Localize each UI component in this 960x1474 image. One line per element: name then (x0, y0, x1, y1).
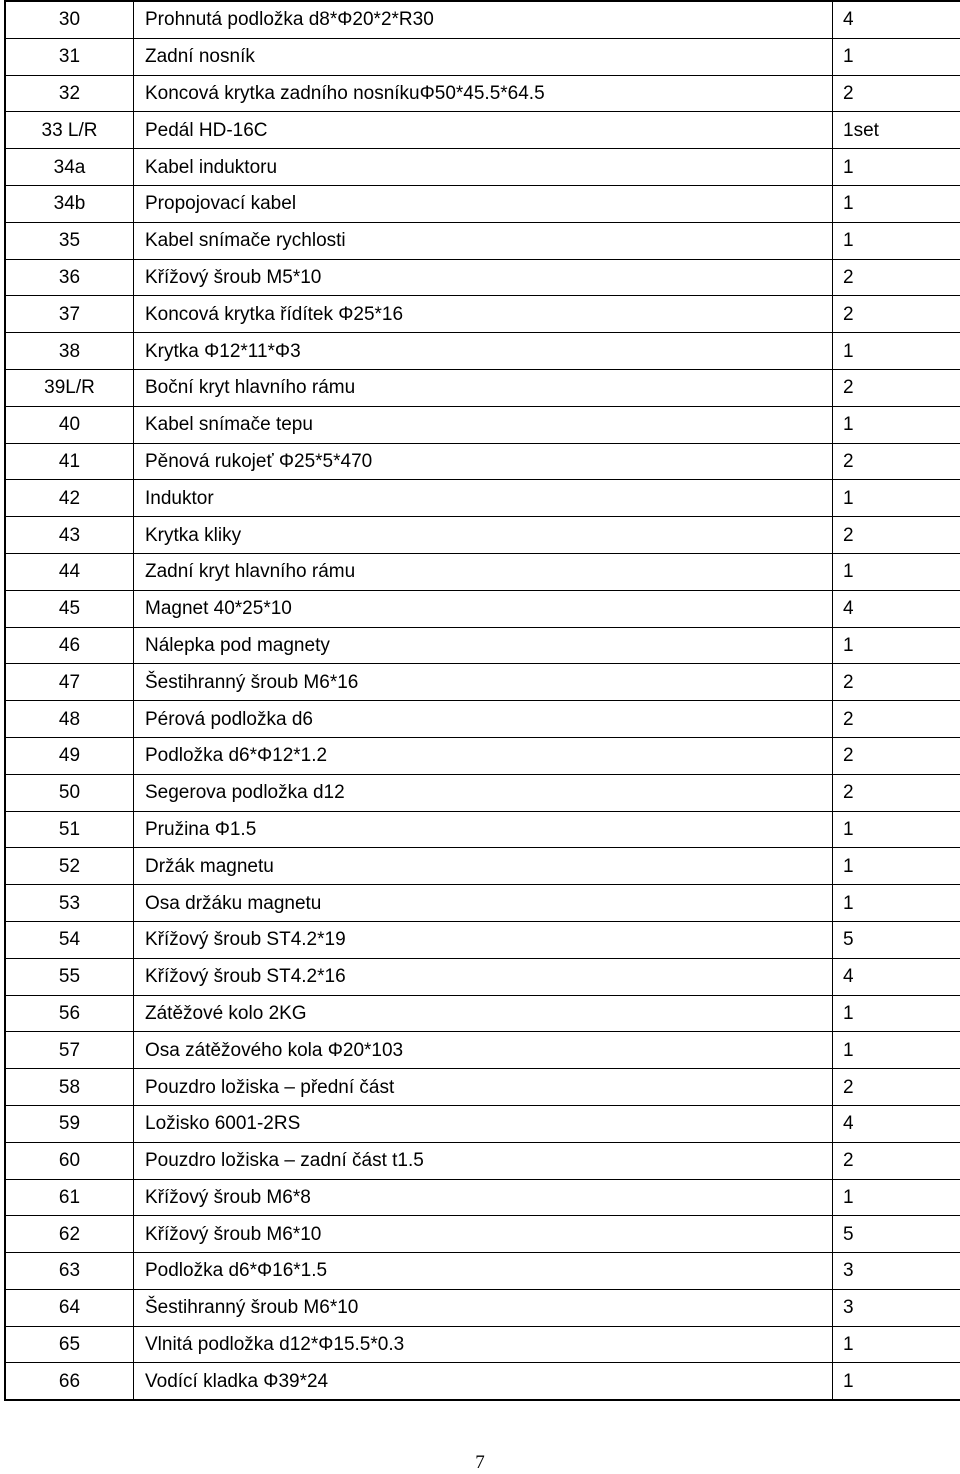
quantity-cell: 1 (833, 222, 960, 259)
part-number-cell: 38 (5, 333, 134, 370)
table-row (5, 1032, 960, 1069)
quantity-cell: 2 (833, 701, 960, 738)
quantity-cell: 2 (833, 1069, 960, 1106)
table-row (5, 627, 960, 664)
table-row (5, 958, 960, 995)
quantity-cell: 2 (833, 1142, 960, 1179)
parts-table-body (5, 1, 960, 1400)
part-name-cell: Vlnitá podložka d12*Φ15.5*0.3 (134, 1326, 833, 1363)
part-name-cell: Osa držáku magnetu (134, 885, 833, 922)
part-number-cell: 30 (5, 1, 134, 38)
part-name-cell: Prohnutá podložka d8*Φ20*2*R30 (134, 1, 833, 38)
part-name-cell: Propojovací kabel (134, 185, 833, 222)
quantity-cell: 1 (833, 995, 960, 1032)
part-number-cell: 52 (5, 848, 134, 885)
part-number-cell: 42 (5, 480, 134, 517)
part-name-cell: Koncová krytka zadního nosníkuΦ50*45.5*64.5 (134, 75, 833, 112)
quantity-cell: 1 (833, 885, 960, 922)
parts-table (4, 0, 960, 1401)
table-row (5, 185, 960, 222)
quantity-cell: 1 (833, 1363, 960, 1400)
part-number-cell: 61 (5, 1179, 134, 1216)
part-name-cell: Podložka d6*Φ16*1.5 (134, 1253, 833, 1290)
quantity-cell: 2 (833, 75, 960, 112)
table-row (5, 259, 960, 296)
part-number-cell: 58 (5, 1069, 134, 1106)
part-number-cell: 63 (5, 1253, 134, 1290)
quantity-cell: 1 (833, 333, 960, 370)
table-row (5, 664, 960, 701)
table-row (5, 1, 960, 38)
part-name-cell: Pěnová rukojeť Φ25*5*470 (134, 443, 833, 480)
table-row (5, 1253, 960, 1290)
part-number-cell: 55 (5, 958, 134, 995)
part-name-cell: Krytka Φ12*11*Φ3 (134, 333, 833, 370)
part-number-cell: 53 (5, 885, 134, 922)
part-number-cell: 34a (5, 149, 134, 186)
quantity-cell: 1 (833, 553, 960, 590)
table-row (5, 774, 960, 811)
part-name-cell: Zadní kryt hlavního rámu (134, 553, 833, 590)
quantity-cell: 2 (833, 369, 960, 406)
quantity-cell: 2 (833, 517, 960, 554)
table-row (5, 1289, 960, 1326)
part-number-cell: 60 (5, 1142, 134, 1179)
table-row (5, 1216, 960, 1253)
quantity-cell: 1 (833, 38, 960, 75)
table-row (5, 553, 960, 590)
table-row (5, 590, 960, 627)
quantity-cell: 1set (833, 112, 960, 149)
table-row (5, 701, 960, 738)
quantity-cell: 1 (833, 1179, 960, 1216)
part-name-cell: Šestihranný šroub M6*10 (134, 1289, 833, 1326)
part-number-cell: 46 (5, 627, 134, 664)
part-number-cell: 66 (5, 1363, 134, 1400)
part-number-cell: 59 (5, 1105, 134, 1142)
table-row (5, 1326, 960, 1363)
part-name-cell: Magnet 40*25*10 (134, 590, 833, 627)
part-number-cell: 57 (5, 1032, 134, 1069)
part-name-cell: Kabel snímače rychlosti (134, 222, 833, 259)
table-row (5, 1179, 960, 1216)
part-name-cell: Kabel snímače tepu (134, 406, 833, 443)
quantity-cell: 1 (833, 406, 960, 443)
part-number-cell: 51 (5, 811, 134, 848)
table-row (5, 1363, 960, 1400)
quantity-cell: 2 (833, 664, 960, 701)
part-name-cell: Držák magnetu (134, 848, 833, 885)
part-number-cell: 36 (5, 259, 134, 296)
part-number-cell: 62 (5, 1216, 134, 1253)
table-row (5, 848, 960, 885)
quantity-cell: 2 (833, 296, 960, 333)
quantity-cell: 3 (833, 1253, 960, 1290)
part-name-cell: Koncová krytka řídítek Φ25*16 (134, 296, 833, 333)
table-row (5, 480, 960, 517)
part-name-cell: Vodící kladka Φ39*24 (134, 1363, 833, 1400)
quantity-cell: 1 (833, 1032, 960, 1069)
table-row (5, 296, 960, 333)
table-row (5, 1105, 960, 1142)
quantity-cell: 4 (833, 590, 960, 627)
quantity-cell: 1 (833, 811, 960, 848)
part-name-cell: Křížový šroub ST4.2*16 (134, 958, 833, 995)
part-name-cell: Krytka kliky (134, 517, 833, 554)
quantity-cell: 5 (833, 1216, 960, 1253)
part-name-cell: Induktor (134, 480, 833, 517)
part-number-cell: 48 (5, 701, 134, 738)
part-name-cell: Pouzdro ložiska – přední část (134, 1069, 833, 1106)
part-number-cell: 43 (5, 517, 134, 554)
part-name-cell: Pouzdro ložiska – zadní část t1.5 (134, 1142, 833, 1179)
part-number-cell: 32 (5, 75, 134, 112)
quantity-cell: 1 (833, 848, 960, 885)
part-number-cell: 45 (5, 590, 134, 627)
part-number-cell: 34b (5, 185, 134, 222)
table-row (5, 517, 960, 554)
quantity-cell: 5 (833, 921, 960, 958)
table-row (5, 1142, 960, 1179)
table-row (5, 885, 960, 922)
table-row (5, 443, 960, 480)
table-row (5, 406, 960, 443)
quantity-cell: 2 (833, 443, 960, 480)
part-number-cell: 33 L/R (5, 112, 134, 149)
quantity-cell: 4 (833, 958, 960, 995)
part-number-cell: 35 (5, 222, 134, 259)
quantity-cell: 2 (833, 259, 960, 296)
part-name-cell: Křížový šroub M6*10 (134, 1216, 833, 1253)
part-number-cell: 47 (5, 664, 134, 701)
quantity-cell: 1 (833, 185, 960, 222)
quantity-cell: 1 (833, 627, 960, 664)
part-name-cell: Křížový šroub M5*10 (134, 259, 833, 296)
part-number-cell: 56 (5, 995, 134, 1032)
part-name-cell: Boční kryt hlavního rámu (134, 369, 833, 406)
table-row (5, 921, 960, 958)
quantity-cell: 3 (833, 1289, 960, 1326)
table-row (5, 75, 960, 112)
table-row (5, 1069, 960, 1106)
quantity-cell: 4 (833, 1, 960, 38)
part-number-cell: 37 (5, 296, 134, 333)
part-name-cell: Podložka d6*Φ12*1.2 (134, 737, 833, 774)
part-name-cell: Pérová podložka d6 (134, 701, 833, 738)
part-name-cell: Osa zátěžového kola Φ20*103 (134, 1032, 833, 1069)
table-row (5, 811, 960, 848)
quantity-cell: 2 (833, 737, 960, 774)
part-name-cell: Zátěžové kolo 2KG (134, 995, 833, 1032)
part-number-cell: 40 (5, 406, 134, 443)
table-row (5, 38, 960, 75)
part-number-cell: 64 (5, 1289, 134, 1326)
part-number-cell: 54 (5, 921, 134, 958)
part-name-cell: Kabel induktoru (134, 149, 833, 186)
table-row (5, 369, 960, 406)
part-name-cell: Segerova podložka d12 (134, 774, 833, 811)
part-number-cell: 50 (5, 774, 134, 811)
page-number: 7 (0, 1452, 960, 1474)
part-name-cell: Nálepka pod magnety (134, 627, 833, 664)
part-name-cell: Zadní nosník (134, 38, 833, 75)
part-number-cell: 41 (5, 443, 134, 480)
quantity-cell: 4 (833, 1105, 960, 1142)
table-row (5, 222, 960, 259)
part-name-cell: Křížový šroub M6*8 (134, 1179, 833, 1216)
part-number-cell: 39L/R (5, 369, 134, 406)
table-row (5, 112, 960, 149)
quantity-cell: 2 (833, 774, 960, 811)
part-number-cell: 31 (5, 38, 134, 75)
part-number-cell: 49 (5, 737, 134, 774)
part-number-cell: 65 (5, 1326, 134, 1363)
table-row (5, 149, 960, 186)
part-name-cell: Ložisko 6001-2RS (134, 1105, 833, 1142)
quantity-cell: 1 (833, 480, 960, 517)
part-number-cell: 44 (5, 553, 134, 590)
table-row (5, 737, 960, 774)
part-name-cell: Křížový šroub ST4.2*19 (134, 921, 833, 958)
quantity-cell: 1 (833, 1326, 960, 1363)
part-name-cell: Pružina Φ1.5 (134, 811, 833, 848)
table-row (5, 333, 960, 370)
table-row (5, 995, 960, 1032)
part-name-cell: Pedál HD-16C (134, 112, 833, 149)
part-name-cell: Šestihranný šroub M6*16 (134, 664, 833, 701)
quantity-cell: 1 (833, 149, 960, 186)
